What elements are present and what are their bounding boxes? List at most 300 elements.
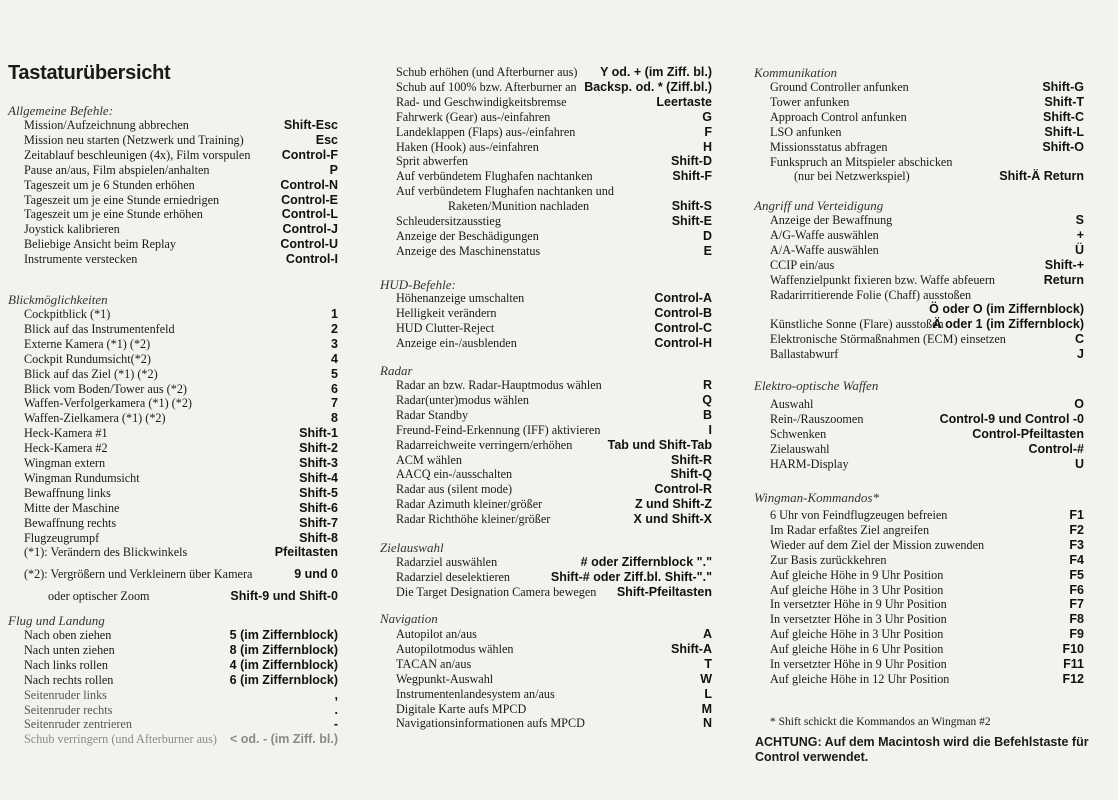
action-label: LSO anfunken <box>770 124 842 139</box>
key-binding: Shift-+ <box>1044 257 1084 272</box>
action-label: Bewaffnung links <box>24 485 111 500</box>
key-row <box>396 65 712 80</box>
action-label: HUD Clutter-Reject <box>396 320 495 335</box>
footnote-label: oder optischer Zoom <box>48 589 150 603</box>
key-binding: Control-# <box>1028 441 1084 456</box>
action-label: Raketen/Munition nachladen <box>448 199 590 214</box>
key-binding: W <box>700 671 712 686</box>
key-row <box>770 508 1084 523</box>
section-title: Kommunikation <box>754 65 838 80</box>
key-row <box>396 393 712 408</box>
key-binding: P <box>329 162 338 177</box>
footnote-row <box>24 545 338 560</box>
action-label: Heck-Kamera #1 <box>24 426 108 441</box>
key-binding: Shift-Pfeiltasten <box>616 584 712 599</box>
key-binding: F10 <box>1062 642 1084 657</box>
action-label: Radarirritierende Folie (Chaff) ausstoßen <box>770 287 972 302</box>
key-row <box>770 397 1084 412</box>
action-label: Schub verringern (und Afterburner aus) <box>24 732 217 747</box>
key-binding: Tab und Shift-Tab <box>607 437 712 452</box>
key-binding: Shift-3 <box>299 456 338 470</box>
action-label: Radarziel deselektieren <box>396 569 511 584</box>
key-row <box>24 337 338 352</box>
action-label: Tower anfunken <box>770 94 850 109</box>
key-row <box>24 178 338 193</box>
key-row <box>770 302 1084 317</box>
key-row <box>396 423 712 438</box>
key-row <box>770 213 1084 228</box>
key-binding: Control-9 und Control -0 <box>939 411 1084 426</box>
key-row <box>24 531 338 546</box>
action-label: Seitenruder zentrieren <box>24 717 132 732</box>
key-binding: Shift-R <box>671 452 712 467</box>
action-label: Wingman extern <box>24 456 106 470</box>
key-binding: Control-E <box>281 192 338 207</box>
key-row <box>396 140 712 155</box>
action-label: Rad- und Geschwindigkeitsbremse <box>396 94 567 109</box>
key-row <box>24 148 338 163</box>
action-label: Bewaffnung rechts <box>24 515 117 530</box>
action-label: Radar aus (silent mode) <box>396 482 513 497</box>
key-binding: 5 <box>331 366 338 381</box>
action-label: AACQ ein-/ausschalten <box>396 467 513 482</box>
section-title: Blickmöglichkeiten <box>8 292 108 307</box>
key-row <box>24 322 338 337</box>
action-label: Nach oben ziehen <box>24 628 112 642</box>
action-label: Tageszeit um je eine Stunde erhöhen <box>24 207 203 222</box>
key-binding: Control-J <box>282 222 338 237</box>
key-row <box>396 585 712 600</box>
action-label: Anzeige ein-/ausblenden <box>396 335 517 350</box>
action-label: Fahrwerk (Gear) aus-/einfahren <box>396 109 551 124</box>
key-row <box>24 207 338 222</box>
action-label: Cockpitblick (*1) <box>24 307 111 321</box>
key-row <box>770 672 1084 687</box>
key-binding: Control-L <box>281 207 338 222</box>
key-binding: J <box>1077 347 1084 362</box>
key-row <box>24 352 338 367</box>
key-binding: Control-A <box>654 291 712 305</box>
key-binding: Control-N <box>280 177 338 192</box>
key-binding: Ä oder 1 (im Ziffernblock) <box>932 317 1084 332</box>
key-row <box>396 702 712 717</box>
key-binding: 8 <box>331 411 338 426</box>
key-row <box>770 288 1084 303</box>
action-label: Auf gleiche Höhe in 3 Uhr Position <box>770 627 944 642</box>
action-label: Elektronische Störmaßnahmen (ECM) einsetzen <box>770 332 1006 347</box>
action-label: Zur Basis zurückkehren <box>770 552 887 567</box>
key-row <box>770 125 1084 140</box>
key-row <box>24 382 338 397</box>
key-row <box>770 427 1084 442</box>
key-binding: 1 <box>331 307 338 321</box>
action-label: CCIP ein/aus <box>770 257 835 272</box>
key-binding: Ü <box>1074 242 1084 257</box>
action-label: Waffenzielpunkt fixieren bzw. Waffe abfeuern <box>770 272 995 287</box>
footnote-key: Pfeiltasten <box>274 545 338 559</box>
key-row <box>770 627 1084 642</box>
action-label: Autopilotmodus wählen <box>396 641 514 656</box>
key-binding: Control-C <box>654 320 712 335</box>
key-binding: Control-F <box>281 147 338 162</box>
key-row <box>396 453 712 468</box>
action-label: Missionsstatus abfragen <box>770 139 888 154</box>
key-row <box>396 642 712 657</box>
key-row <box>770 412 1084 427</box>
action-label: Autopilot an/aus <box>396 627 477 641</box>
key-binding: F8 <box>1069 612 1084 627</box>
key-row <box>396 672 712 687</box>
section-title: HUD-Befehle: <box>380 277 456 292</box>
key-row <box>396 497 712 512</box>
action-label: A/G-Waffe auswählen <box>770 227 879 242</box>
action-label: Seitenruder links <box>24 687 107 702</box>
key-row <box>24 673 338 688</box>
action-label: Tageszeit um je eine Stunde erniedrigen <box>24 192 220 207</box>
key-row <box>770 140 1084 155</box>
key-row <box>24 252 338 267</box>
key-row <box>770 95 1084 110</box>
key-binding: Shift-Q <box>670 467 712 482</box>
action-label: Höhenanzeige umschalten <box>396 291 525 305</box>
key-binding: + <box>1076 227 1084 242</box>
action-label: Joystick kalibrieren <box>24 222 120 237</box>
footnote-row <box>24 567 338 582</box>
key-row <box>396 154 712 169</box>
key-row <box>396 716 712 731</box>
key-row <box>24 222 338 237</box>
action-label: Blick auf das Instrumentenfeld <box>24 321 175 336</box>
action-label: Auswahl <box>770 397 814 411</box>
key-binding: Leertaste <box>656 94 712 109</box>
action-label: Anzeige des Maschinenstatus <box>396 243 541 258</box>
key-binding: Shift-O <box>1042 139 1084 154</box>
key-row <box>396 306 712 321</box>
key-row <box>396 321 712 336</box>
key-row <box>396 80 712 95</box>
footnote-label: (*1): Verändern des Blickwinkels <box>24 545 188 559</box>
key-row <box>24 628 338 643</box>
key-binding: Shift-A <box>671 641 712 656</box>
action-label: TACAN an/aus <box>396 656 472 671</box>
action-label: (nur bei Netzwerkspiel) <box>794 169 910 184</box>
footnote-label: (*2): Vergrößern und Verkleinern über Kamera <box>24 567 253 581</box>
action-label: Helligkeit verändern <box>396 305 497 320</box>
key-row <box>396 378 712 393</box>
key-row <box>770 597 1084 612</box>
key-row <box>770 243 1084 258</box>
key-row <box>770 442 1084 457</box>
action-label: Mission neu starten (Netzwerk und Training) <box>24 132 244 147</box>
key-row <box>770 523 1084 538</box>
key-binding: H <box>702 139 712 154</box>
key-row <box>24 516 338 531</box>
key-row <box>770 273 1084 288</box>
key-row <box>396 291 712 306</box>
key-binding: Control-I <box>285 252 338 267</box>
action-label: Radar Standby <box>396 407 469 422</box>
action-label: Auf gleiche Höhe in 3 Uhr Position <box>770 582 944 597</box>
action-label: Flugzeugrumpf <box>24 530 100 545</box>
key-row <box>396 482 712 497</box>
key-row <box>396 438 712 453</box>
key-row <box>770 317 1084 332</box>
key-row <box>24 193 338 208</box>
key-binding: Esc <box>315 132 338 147</box>
key-row <box>24 307 338 322</box>
key-row <box>24 367 338 382</box>
action-label: Nach unten ziehen <box>24 642 115 657</box>
key-binding: - <box>333 717 338 732</box>
action-label: Instrumentenlandesystem an/aus <box>396 686 555 701</box>
key-binding: L <box>704 686 712 701</box>
key-row <box>770 347 1084 362</box>
action-label: Mission/Aufzeichnung abbrechen <box>24 118 189 132</box>
key-binding: Shift-2 <box>299 441 338 456</box>
key-row <box>24 426 338 441</box>
action-label: Nach links rollen <box>24 657 108 672</box>
section-title: Allgemeine Befehle: <box>8 103 114 118</box>
key-row <box>24 441 338 456</box>
key-binding: Shift-4 <box>299 470 338 485</box>
key-row <box>24 163 338 178</box>
action-label: ACM wählen <box>396 452 463 467</box>
key-row <box>24 732 338 747</box>
action-label: Anzeige der Beschädigungen <box>396 228 539 243</box>
key-binding: Shift-6 <box>299 500 338 515</box>
key-binding: 8 (im Ziffernblock) <box>229 642 338 657</box>
action-label: Zielauswahl <box>770 441 830 456</box>
key-row <box>770 568 1084 583</box>
key-binding: Shift-G <box>1042 80 1084 94</box>
key-row <box>396 687 712 702</box>
action-label: Seitenruder rechts <box>24 702 113 717</box>
key-row <box>770 583 1084 598</box>
action-label: Waffen-Zielkamera (*1) (*2) <box>24 411 166 426</box>
key-binding: Control-U <box>280 237 338 252</box>
key-binding: < od. - (im Ziff. bl.) <box>230 732 338 747</box>
key-binding: Shift-F <box>672 169 712 184</box>
key-row <box>24 688 338 703</box>
action-label: Auf gleiche Höhe in 12 Uhr Position <box>770 671 950 686</box>
key-binding: F3 <box>1069 537 1084 552</box>
action-label: Externe Kamera (*1) (*2) <box>24 336 151 351</box>
action-label: Anzeige der Bewaffnung <box>770 213 893 227</box>
action-label: Auf gleiche Höhe in 6 Uhr Position <box>770 642 944 657</box>
key-binding: R <box>702 378 712 392</box>
key-row <box>770 110 1084 125</box>
action-label: Schub erhöhen (und Afterburner aus) <box>396 65 578 79</box>
footnote-key: Shift-9 und Shift-0 <box>230 589 338 603</box>
action-label: Radarreichweite verringern/erhöhen <box>396 437 573 452</box>
key-binding: F2 <box>1069 522 1084 537</box>
action-label: Freund-Feind-Erkennung (IFF) aktivieren <box>396 422 601 437</box>
key-binding: Shift-8 <box>299 530 338 545</box>
key-binding: 2 <box>331 321 338 336</box>
key-binding: Ö oder O (im Ziffernblock) <box>929 302 1084 317</box>
key-binding: Y od. + (im Ziff. bl.) <box>600 65 712 79</box>
action-label: Rein-/Rauszoomen <box>770 411 864 426</box>
action-label: Im Radar erfaßtes Ziel angreifen <box>770 522 930 537</box>
key-row <box>24 717 338 732</box>
key-binding: Shift-# oder Ziff.bl. Shift-"." <box>550 569 712 584</box>
key-binding: T <box>704 656 712 671</box>
action-label: Radar Azimuth kleiner/größer <box>396 497 543 512</box>
key-row <box>396 512 712 527</box>
action-label: Die Target Designation Camera bewegen <box>396 584 597 599</box>
key-binding: D <box>702 228 712 243</box>
key-binding: Shift-1 <box>299 426 338 441</box>
action-label: Wieder auf dem Ziel der Mission zuwenden <box>770 537 985 552</box>
wingman-footnote: * Shift schickt die Kommandos an Wingman #2 <box>770 716 991 728</box>
action-label: Instrumente verstecken <box>24 252 138 267</box>
key-binding: U <box>1074 456 1084 471</box>
action-label: Landeklappen (Flaps) aus-/einfahren <box>396 124 576 139</box>
key-binding: X und Shift-X <box>633 512 712 527</box>
key-row <box>24 486 338 501</box>
key-binding: F11 <box>1063 657 1084 671</box>
action-label: Nach rechts rollen <box>24 672 114 687</box>
key-binding: F1 <box>1069 508 1084 522</box>
key-row <box>396 184 712 199</box>
key-binding: Shift-5 <box>299 485 338 500</box>
action-label: Radarziel auswählen <box>396 555 498 569</box>
key-row <box>396 467 712 482</box>
key-binding: Shift-S <box>671 199 712 214</box>
key-row <box>770 612 1084 627</box>
key-row <box>770 538 1084 553</box>
action-label: Radar an bzw. Radar-Hauptmodus wählen <box>396 378 602 392</box>
key-binding: F4 <box>1069 552 1084 567</box>
key-row <box>24 411 338 426</box>
action-label: Wegpunkt-Auswahl <box>396 671 494 686</box>
key-binding: 4 <box>331 351 338 366</box>
footnote-row <box>24 589 338 604</box>
key-row <box>396 95 712 110</box>
macintosh-warning: ACHTUNG: Auf dem Macintosh wird die Befehlstaste für Control verwendet. <box>755 735 1089 764</box>
key-row <box>24 456 338 471</box>
section-title: Angriff und Verteidigung <box>754 198 884 213</box>
key-row <box>770 553 1084 568</box>
key-row <box>24 501 338 516</box>
key-binding: Shift-Esc <box>283 118 338 132</box>
action-label: Radar Richthöhe kleiner/größer <box>396 512 551 527</box>
key-row <box>396 229 712 244</box>
action-label: Beliebige Ansicht beim Replay <box>24 237 176 252</box>
action-label: Pause an/aus, Film abspielen/anhalten <box>24 162 210 177</box>
key-binding: O <box>1074 397 1084 411</box>
key-binding: A <box>702 627 712 641</box>
action-label: Auf verbündetem Flughafen nachtanken und <box>396 184 614 199</box>
key-row <box>396 214 712 229</box>
key-binding: Shift-C <box>1043 109 1084 124</box>
key-row <box>396 199 712 214</box>
key-binding: 6 (im Ziffernblock) <box>229 672 338 687</box>
key-row <box>396 408 712 423</box>
key-row <box>770 80 1084 95</box>
key-binding: Shift-E <box>671 214 712 228</box>
section-title: Flug und Landung <box>8 613 105 628</box>
key-row <box>24 658 338 673</box>
key-binding: F7 <box>1069 597 1084 612</box>
action-label: Cockpit Rundumsicht(*2) <box>24 351 151 366</box>
key-binding: E <box>703 243 712 258</box>
key-row <box>396 657 712 672</box>
key-row <box>770 657 1084 672</box>
key-binding: Control-Pfeiltasten <box>972 426 1084 441</box>
action-label: Wingman Rundumsicht <box>24 470 140 485</box>
action-label: Blick auf das Ziel (*1) (*2) <box>24 366 158 381</box>
key-binding: Shift-Ä Return <box>999 169 1084 184</box>
action-label: Navigationsinformationen aufs MPCD <box>396 716 585 731</box>
key-binding: # oder Ziffernblock "." <box>580 555 712 569</box>
key-row <box>24 133 338 148</box>
action-label: Radar(unter)modus wählen <box>396 392 530 407</box>
key-binding: Control-B <box>654 305 712 320</box>
key-binding: B <box>702 407 712 422</box>
action-label: Funkspruch an Mitspieler abschicken <box>770 154 953 169</box>
key-binding: F6 <box>1069 582 1084 597</box>
action-label: In versetzter Höhe in 9 Uhr Position <box>770 597 947 612</box>
action-label: Schub auf 100% bzw. Afterburner an <box>396 79 577 94</box>
action-label: In versetzter Höhe in 3 Uhr Position <box>770 612 947 627</box>
key-binding: Shift-D <box>671 154 712 169</box>
action-label: Zeitablauf beschleunigen (4x), Film vorspulen <box>24 147 251 162</box>
key-row <box>396 110 712 125</box>
key-binding: Z und Shift-Z <box>634 497 712 512</box>
section-title: Elektro-optische Waffen <box>754 378 879 393</box>
key-row <box>396 570 712 585</box>
key-binding: 3 <box>331 336 338 351</box>
action-label: HARM-Display <box>770 456 849 471</box>
section-title: Radar <box>380 363 413 378</box>
key-binding: 6 <box>331 381 338 396</box>
key-binding: M <box>701 701 712 716</box>
action-label: Ballastabwurf <box>770 347 839 362</box>
section-title: Navigation <box>380 611 438 626</box>
key-binding: , <box>334 687 338 702</box>
key-binding: Control-H <box>654 335 712 350</box>
key-binding: Shift-L <box>1044 124 1084 139</box>
action-label: Approach Control anfunken <box>770 109 907 124</box>
key-row <box>770 258 1084 273</box>
key-binding: Control-R <box>654 482 712 497</box>
action-label: Tageszeit um je 6 Stunden erhöhen <box>24 177 195 192</box>
key-row <box>24 471 338 486</box>
action-label: In versetzter Höhe in 9 Uhr Position <box>770 657 947 671</box>
key-binding: 4 (im Ziffernblock) <box>229 657 338 672</box>
action-label: 6 Uhr von Feindflugzeugen befreien <box>770 508 948 522</box>
footnote-key: 9 und 0 <box>294 567 338 581</box>
key-binding: G <box>702 109 712 124</box>
key-binding: . <box>334 702 338 717</box>
key-binding: N <box>702 716 712 731</box>
key-row <box>770 457 1084 472</box>
key-row <box>770 332 1084 347</box>
key-row <box>396 336 712 351</box>
section-title: Zielauswahl <box>380 540 444 555</box>
action-label: Schleudersitzausstieg <box>396 214 501 228</box>
key-row <box>24 643 338 658</box>
key-row <box>396 627 712 642</box>
key-row <box>24 703 338 718</box>
key-row <box>24 396 338 411</box>
key-binding: 7 <box>331 396 338 411</box>
key-binding: F <box>704 124 712 139</box>
key-binding: S <box>1075 213 1084 227</box>
action-label: A/A-Waffe auswählen <box>770 242 879 257</box>
action-label: Schwenken <box>770 426 827 441</box>
